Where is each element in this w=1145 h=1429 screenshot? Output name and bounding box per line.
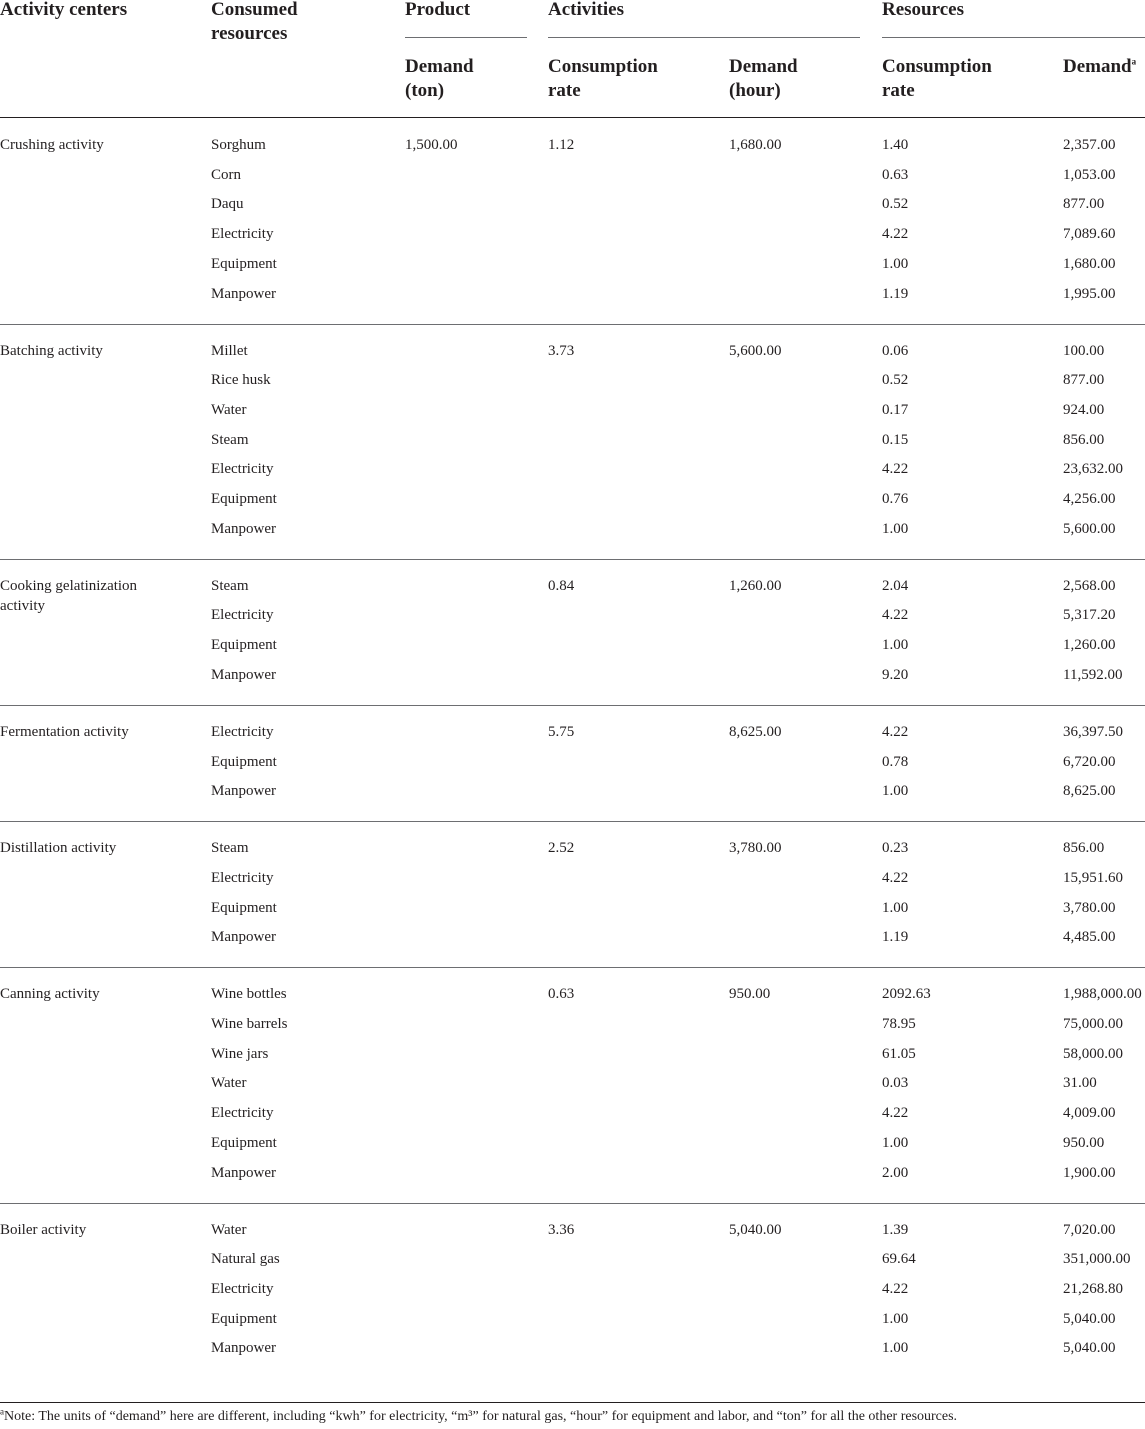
- header-activity-centers: Activity centers: [0, 0, 128, 20]
- resource-demand-cell: 1,680.00: [1063, 255, 1116, 272]
- header-consumed-resources: Consumed resources: [211, 0, 298, 44]
- resource-rate-cell: 1.00: [882, 637, 909, 654]
- activities-group-rule: [548, 37, 860, 38]
- resource-demand-cell: 75,000.00: [1063, 1016, 1123, 1032]
- resource-demand-cell: 5,040.00: [1063, 1310, 1116, 1327]
- resource-rate-cell: 4.22: [882, 869, 909, 886]
- consumed-resource-cell: Electricity: [211, 461, 274, 478]
- resource-rate-cell: 2.00: [882, 1164, 909, 1181]
- resource-rate-cell: 4.22: [882, 1105, 909, 1122]
- header-resources-rate: Consumption rate: [882, 56, 992, 101]
- group-separator-rule: [0, 559, 1145, 560]
- consumed-resource-cell: Wine barrels: [211, 1016, 288, 1032]
- resource-rate-cell: 0.23: [882, 840, 909, 857]
- resource-demand-cell: 950.00: [1063, 1134, 1105, 1151]
- consumed-resource-cell: Millet: [211, 342, 248, 359]
- consumed-resource-cell: Electricity: [211, 1280, 274, 1297]
- consumed-resource-cell: Rice husk: [211, 372, 271, 389]
- consumed-resource-cell: Electricity: [211, 723, 274, 740]
- activity-demand-cell: 950.00: [729, 986, 771, 1003]
- consumed-resource-cell: Steam: [211, 840, 249, 857]
- header-activities: Activities: [548, 0, 624, 20]
- resource-rate-cell: 2092.63: [882, 986, 931, 1003]
- resource-demand-cell: 1,988,000.00: [1063, 986, 1142, 1003]
- resource-rate-cell: 0.52: [882, 372, 909, 389]
- resource-demand-cell: 5,600.00: [1063, 520, 1116, 537]
- consumed-resource-cell: Manpower: [211, 929, 276, 946]
- consumed-resource-cell: Manpower: [211, 1164, 276, 1181]
- resource-rate-cell: 1.00: [882, 255, 909, 272]
- resource-demand-cell: 877.00: [1063, 372, 1105, 389]
- resource-rate-cell: 0.78: [882, 753, 909, 770]
- activity-rate-cell: 3.36: [548, 1221, 575, 1238]
- resource-demand-cell: 6,720.00: [1063, 753, 1116, 770]
- resource-rate-cell: 4.22: [882, 461, 909, 478]
- resource-rate-cell: 1.00: [882, 1310, 909, 1327]
- activity-rate-cell: 0.84: [548, 577, 575, 594]
- consumed-resource-cell: Equipment: [211, 1310, 277, 1327]
- resource-rate-cell: 9.20: [882, 666, 909, 683]
- footnote: [0, 1408, 957, 1426]
- group-separator-rule: [0, 967, 1145, 968]
- consumed-resource-cell: Water: [211, 1075, 247, 1092]
- resource-demand-cell: 4,256.00: [1063, 491, 1116, 507]
- header-activities-rate: Consumption rate: [548, 56, 658, 101]
- resource-demand-cell: 5,040.00: [1063, 1340, 1116, 1357]
- consumed-resource-cell: Equipment: [211, 1134, 277, 1151]
- activity-center-name: Cooking gelatinization activity: [0, 577, 138, 614]
- consumed-resource-cell: Manpower: [211, 285, 276, 302]
- resource-demand-cell: 36,397.50: [1063, 723, 1123, 740]
- consumed-resource-cell: Wine bottles: [211, 986, 287, 1003]
- resource-rate-cell: 0.76: [882, 491, 909, 507]
- consumed-resource-cell: Electricity: [211, 1105, 274, 1122]
- resource-rate-cell: 1.00: [882, 520, 909, 537]
- resource-demand-cell: 7,089.60: [1063, 226, 1116, 243]
- resource-demand-cell: 877.00: [1063, 196, 1105, 213]
- resource-rate-cell: 78.95: [882, 1016, 916, 1032]
- header-product-demand: Demand (ton): [405, 56, 474, 101]
- consumed-resource-cell: Electricity: [211, 869, 274, 886]
- consumed-resource-cell: Steam: [211, 431, 249, 448]
- activity-rate-cell: 5.75: [548, 723, 575, 740]
- resource-demand-cell: 1,260.00: [1063, 637, 1116, 654]
- resource-rate-cell: 4.22: [882, 1280, 909, 1297]
- consumed-resource-cell: Electricity: [211, 226, 274, 243]
- resource-demand-cell: 7,020.00: [1063, 1221, 1116, 1238]
- resource-rate-cell: 0.06: [882, 342, 909, 359]
- resources-group-rule: [882, 37, 1145, 38]
- resource-demand-cell: 100.00: [1063, 342, 1105, 359]
- resource-demand-cell: 1,900.00: [1063, 1164, 1116, 1181]
- resource-demand-cell: 31.00: [1063, 1075, 1097, 1092]
- consumed-resource-cell: Water: [211, 1221, 247, 1238]
- consumed-resource-cell: Natural gas: [211, 1251, 280, 1268]
- resource-rate-cell: 0.15: [882, 431, 909, 448]
- resource-demand-cell: 5,317.20: [1063, 607, 1116, 624]
- resource-rate-cell: 1.00: [882, 1340, 909, 1357]
- header-bottom-rule: [0, 117, 1145, 118]
- resource-demand-cell: 924.00: [1063, 401, 1105, 418]
- consumed-resource-cell: Steam: [211, 577, 249, 594]
- resource-rate-cell: 1.00: [882, 783, 909, 800]
- consumed-resource-cell: Wine jars: [211, 1045, 269, 1062]
- activity-demand-cell: 3,780.00: [729, 840, 782, 857]
- resource-demand-cell: 3,780.00: [1063, 899, 1116, 916]
- product-group-rule: [405, 37, 527, 38]
- resource-rate-cell: 4.22: [882, 723, 909, 740]
- resource-demand-cell: 1,995.00: [1063, 285, 1116, 302]
- consumed-resource-cell: Equipment: [211, 637, 277, 654]
- activity-demand-cell: 8,625.00: [729, 723, 782, 740]
- activity-demand-cell: 1,680.00: [729, 137, 782, 153]
- activity-rate-cell: 0.63: [548, 986, 575, 1003]
- group-separator-rule: [0, 324, 1145, 325]
- resource-demand-cell: 8,625.00: [1063, 783, 1116, 800]
- activity-rate-cell: 3.73: [548, 342, 575, 359]
- resource-demand-cell: 11,592.00: [1063, 666, 1123, 683]
- activity-center-name: Fermentation activity: [0, 723, 129, 740]
- consumed-resource-cell: Equipment: [211, 899, 277, 916]
- resource-rate-cell: 2.04: [882, 577, 909, 594]
- consumed-resource-cell: Corn: [211, 166, 241, 183]
- resource-demand-cell: 856.00: [1063, 431, 1105, 448]
- consumed-resource-cell: Equipment: [211, 255, 277, 272]
- group-separator-rule: [0, 821, 1145, 822]
- resource-demand-cell: 58,000.00: [1063, 1045, 1123, 1062]
- resource-rate-cell: 1.19: [882, 285, 909, 302]
- resource-rate-cell: 61.05: [882, 1045, 916, 1062]
- consumed-resource-cell: Electricity: [211, 607, 274, 624]
- consumed-resource-cell: Water: [211, 401, 247, 418]
- footnote-marker: a: [1131, 56, 1137, 67]
- resource-demand-cell: 15,951.60: [1063, 869, 1123, 886]
- consumed-resource-cell: Equipment: [211, 491, 277, 507]
- resource-demand-cell: 1,053.00: [1063, 166, 1116, 183]
- resource-demand-cell: 856.00: [1063, 840, 1105, 857]
- footnote-marker: a: [0, 1406, 4, 1417]
- resource-demand-cell: 21,268.80: [1063, 1280, 1123, 1297]
- table-bottom-rule: [0, 1402, 1145, 1403]
- consumed-resource-cell: Manpower: [211, 520, 276, 537]
- resource-rate-cell: 1.00: [882, 1134, 909, 1151]
- resource-demand-cell: 351,000.00: [1063, 1251, 1131, 1268]
- activity-demand-cell: 1,260.00: [729, 577, 782, 594]
- resource-rate-cell: 0.63: [882, 166, 909, 183]
- resource-rate-cell: 69.64: [882, 1251, 916, 1268]
- header-resources-demand: Demand$^a$: [1063, 56, 1137, 77]
- header-product: Product: [405, 0, 471, 20]
- consumed-resource-cell: Manpower: [211, 783, 276, 800]
- activity-rate-cell: 2.52: [548, 840, 575, 857]
- header-resources: Resources: [882, 0, 964, 20]
- resource-rate-cell: 4.22: [882, 607, 909, 624]
- activity-center-name: Batching activity: [0, 342, 103, 359]
- activity-center-name: Crushing activity: [0, 137, 104, 153]
- footnote-text: Note: The units of “demand” here are different, including “kwh” for electricity, “m³” for natural gas, “hour” for equipment and labor, and “ton” for all the other resources.: [4, 1409, 958, 1424]
- group-separator-rule: [0, 705, 1145, 706]
- activity-center-name: Canning activity: [0, 986, 100, 1003]
- group-separator-rule: [0, 1203, 1145, 1204]
- resource-demand-cell: 4,485.00: [1063, 929, 1116, 946]
- resource-rate-cell: 0.03: [882, 1075, 909, 1092]
- resource-demand-cell: 2,568.00: [1063, 577, 1116, 594]
- product-demand-cell: 1,500.00: [405, 137, 458, 153]
- resource-rate-cell: 1.00: [882, 899, 909, 916]
- resource-rate-cell: 1.39: [882, 1221, 909, 1238]
- activity-center-name: Boiler activity: [0, 1221, 87, 1238]
- consumed-resource-cell: Equipment: [211, 753, 277, 770]
- resource-rate-cell: 4.22: [882, 226, 909, 243]
- resource-demand-cell: 2,357.00: [1063, 137, 1116, 153]
- resource-rate-cell: 0.17: [882, 401, 909, 418]
- consumed-resource-cell: Manpower: [211, 666, 276, 683]
- activity-rate-cell: 1.12: [548, 137, 575, 153]
- activity-center-name: Distillation activity: [0, 840, 117, 857]
- resource-demand-cell: 4,009.00: [1063, 1105, 1116, 1122]
- activity-demand-cell: 5,040.00: [729, 1221, 782, 1238]
- resource-rate-cell: 0.52: [882, 196, 909, 213]
- resource-demand-cell: 23,632.00: [1063, 461, 1123, 478]
- activity-demand-cell: 5,600.00: [729, 342, 782, 359]
- header-activities-demand: Demand (hour): [729, 56, 798, 101]
- consumed-resource-cell: Daqu: [211, 196, 244, 213]
- consumed-resource-cell: Sorghum: [211, 137, 266, 153]
- resource-rate-cell: 1.40: [882, 137, 909, 153]
- consumed-resource-cell: Manpower: [211, 1340, 276, 1357]
- resource-rate-cell: 1.19: [882, 929, 909, 946]
